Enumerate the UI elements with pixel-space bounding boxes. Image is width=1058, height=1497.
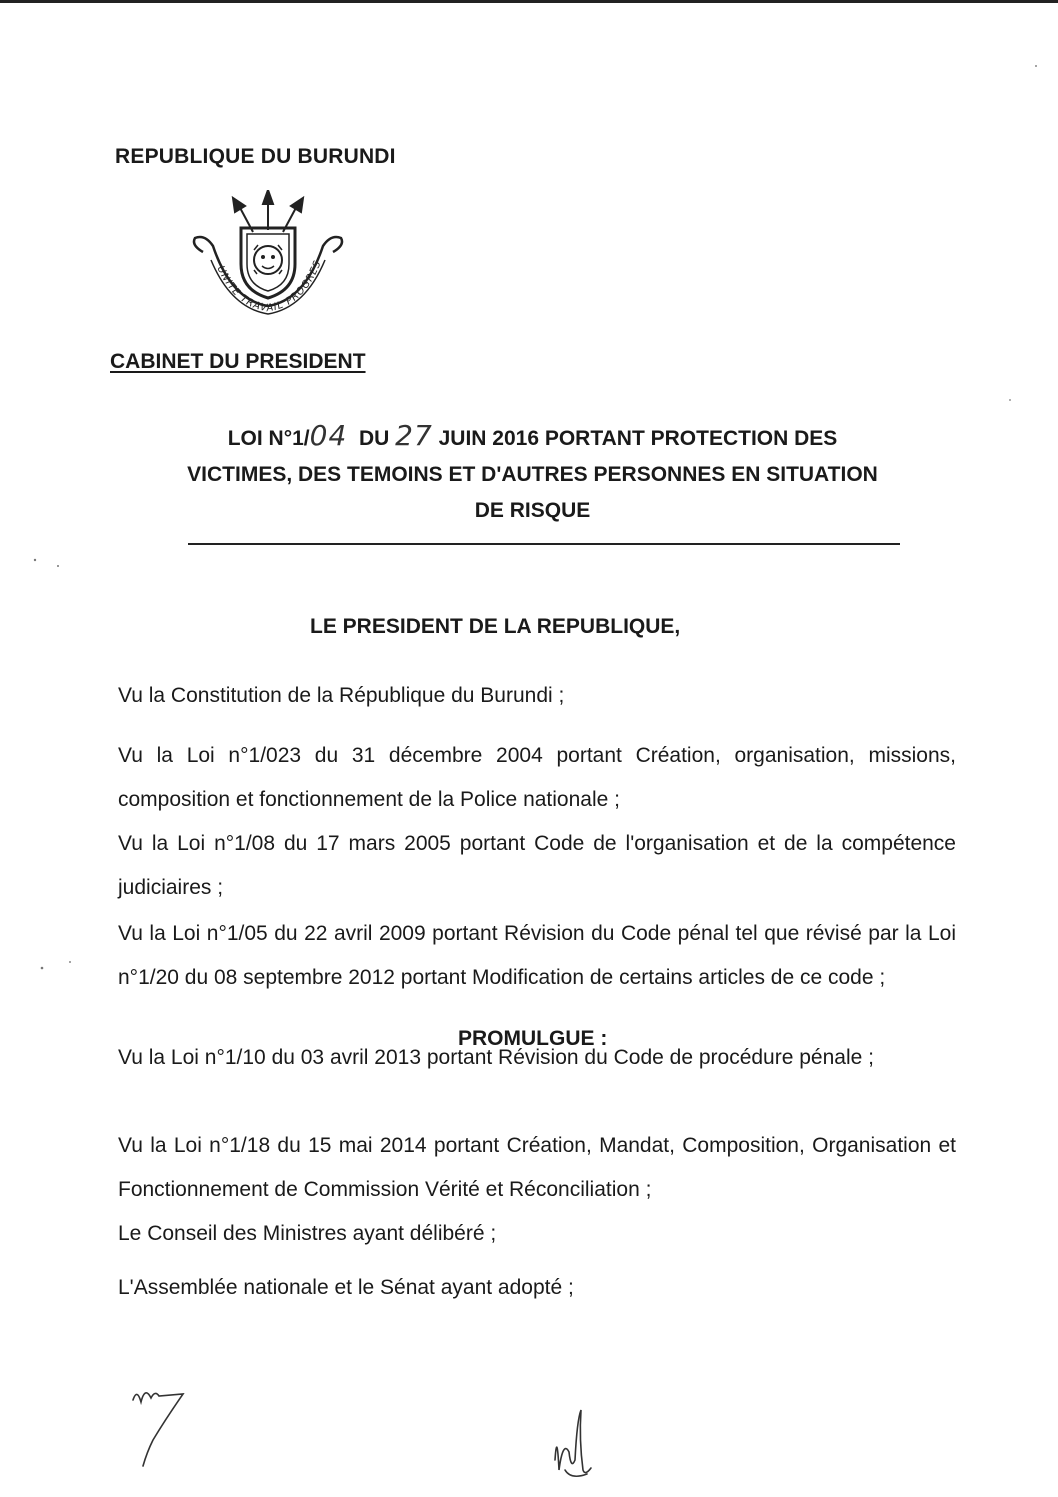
promulgue-heading: PROMULGUE : bbox=[458, 1027, 608, 1050]
seal-motto: UNITE TRAVAIL PROGRES bbox=[214, 258, 324, 315]
country-heading: REPUBLIQUE DU BURUNDI bbox=[115, 145, 396, 168]
office-heading: CABINET DU PRESIDENT bbox=[110, 350, 366, 373]
law-title-line-2: VICTIMES, DES TEMOINS ET D'AUTRES PERSONNES EN SITUATION bbox=[187, 463, 878, 486]
preamble-item-6: Vu la Loi n°1/18 du 15 mai 2014 portant Création, Mandat, Composition, Organisation et Fonctionnement de Commission Vérité et Réconciliation ; bbox=[118, 1134, 956, 1201]
preamble-item-1: Vu la Constitution de la République du Burundi ; bbox=[118, 684, 565, 707]
law-title-line-1: LOI N°1/04 DU 27 JUIN 2016 PORTANT PROTECTION DES bbox=[227, 419, 838, 452]
preamble-item-8: L'Assemblée nationale et le Sénat ayant adopté ; bbox=[118, 1276, 574, 1299]
preamble-item-7: Le Conseil des Ministres ayant délibéré ; bbox=[118, 1222, 497, 1245]
law-title-line-3: DE RISQUE bbox=[474, 499, 591, 522]
handwritten-day: 27 bbox=[395, 419, 433, 452]
preamble-item-5: Vu la Loi n°1/10 du 03 avril 2013 portant Révision du Code de procédure pénale ; bbox=[118, 1046, 874, 1069]
preamble-item-4: Vu la Loi n°1/05 du 22 avril 2009 portant Révision du Code pénal tel que révisé par la Loi n°1/20 du 08 septembre 2012 portant Modification de certains articles de ce code ; bbox=[118, 922, 956, 989]
preamble-item-2: Vu la Loi n°1/023 du 31 décembre 2004 portant Création, organisation, missions, composition et fonctionnement de la Police nationale ; bbox=[118, 744, 956, 811]
preamble-item-3: Vu la Loi n°1/08 du 17 mars 2005 portant Code de l'organisation et de la compétence judiciaires ; bbox=[118, 832, 956, 899]
handwritten-law-number: 04 bbox=[309, 419, 348, 452]
president-heading: LE PRESIDENT DE LA REPUBLIQUE, bbox=[310, 615, 681, 638]
